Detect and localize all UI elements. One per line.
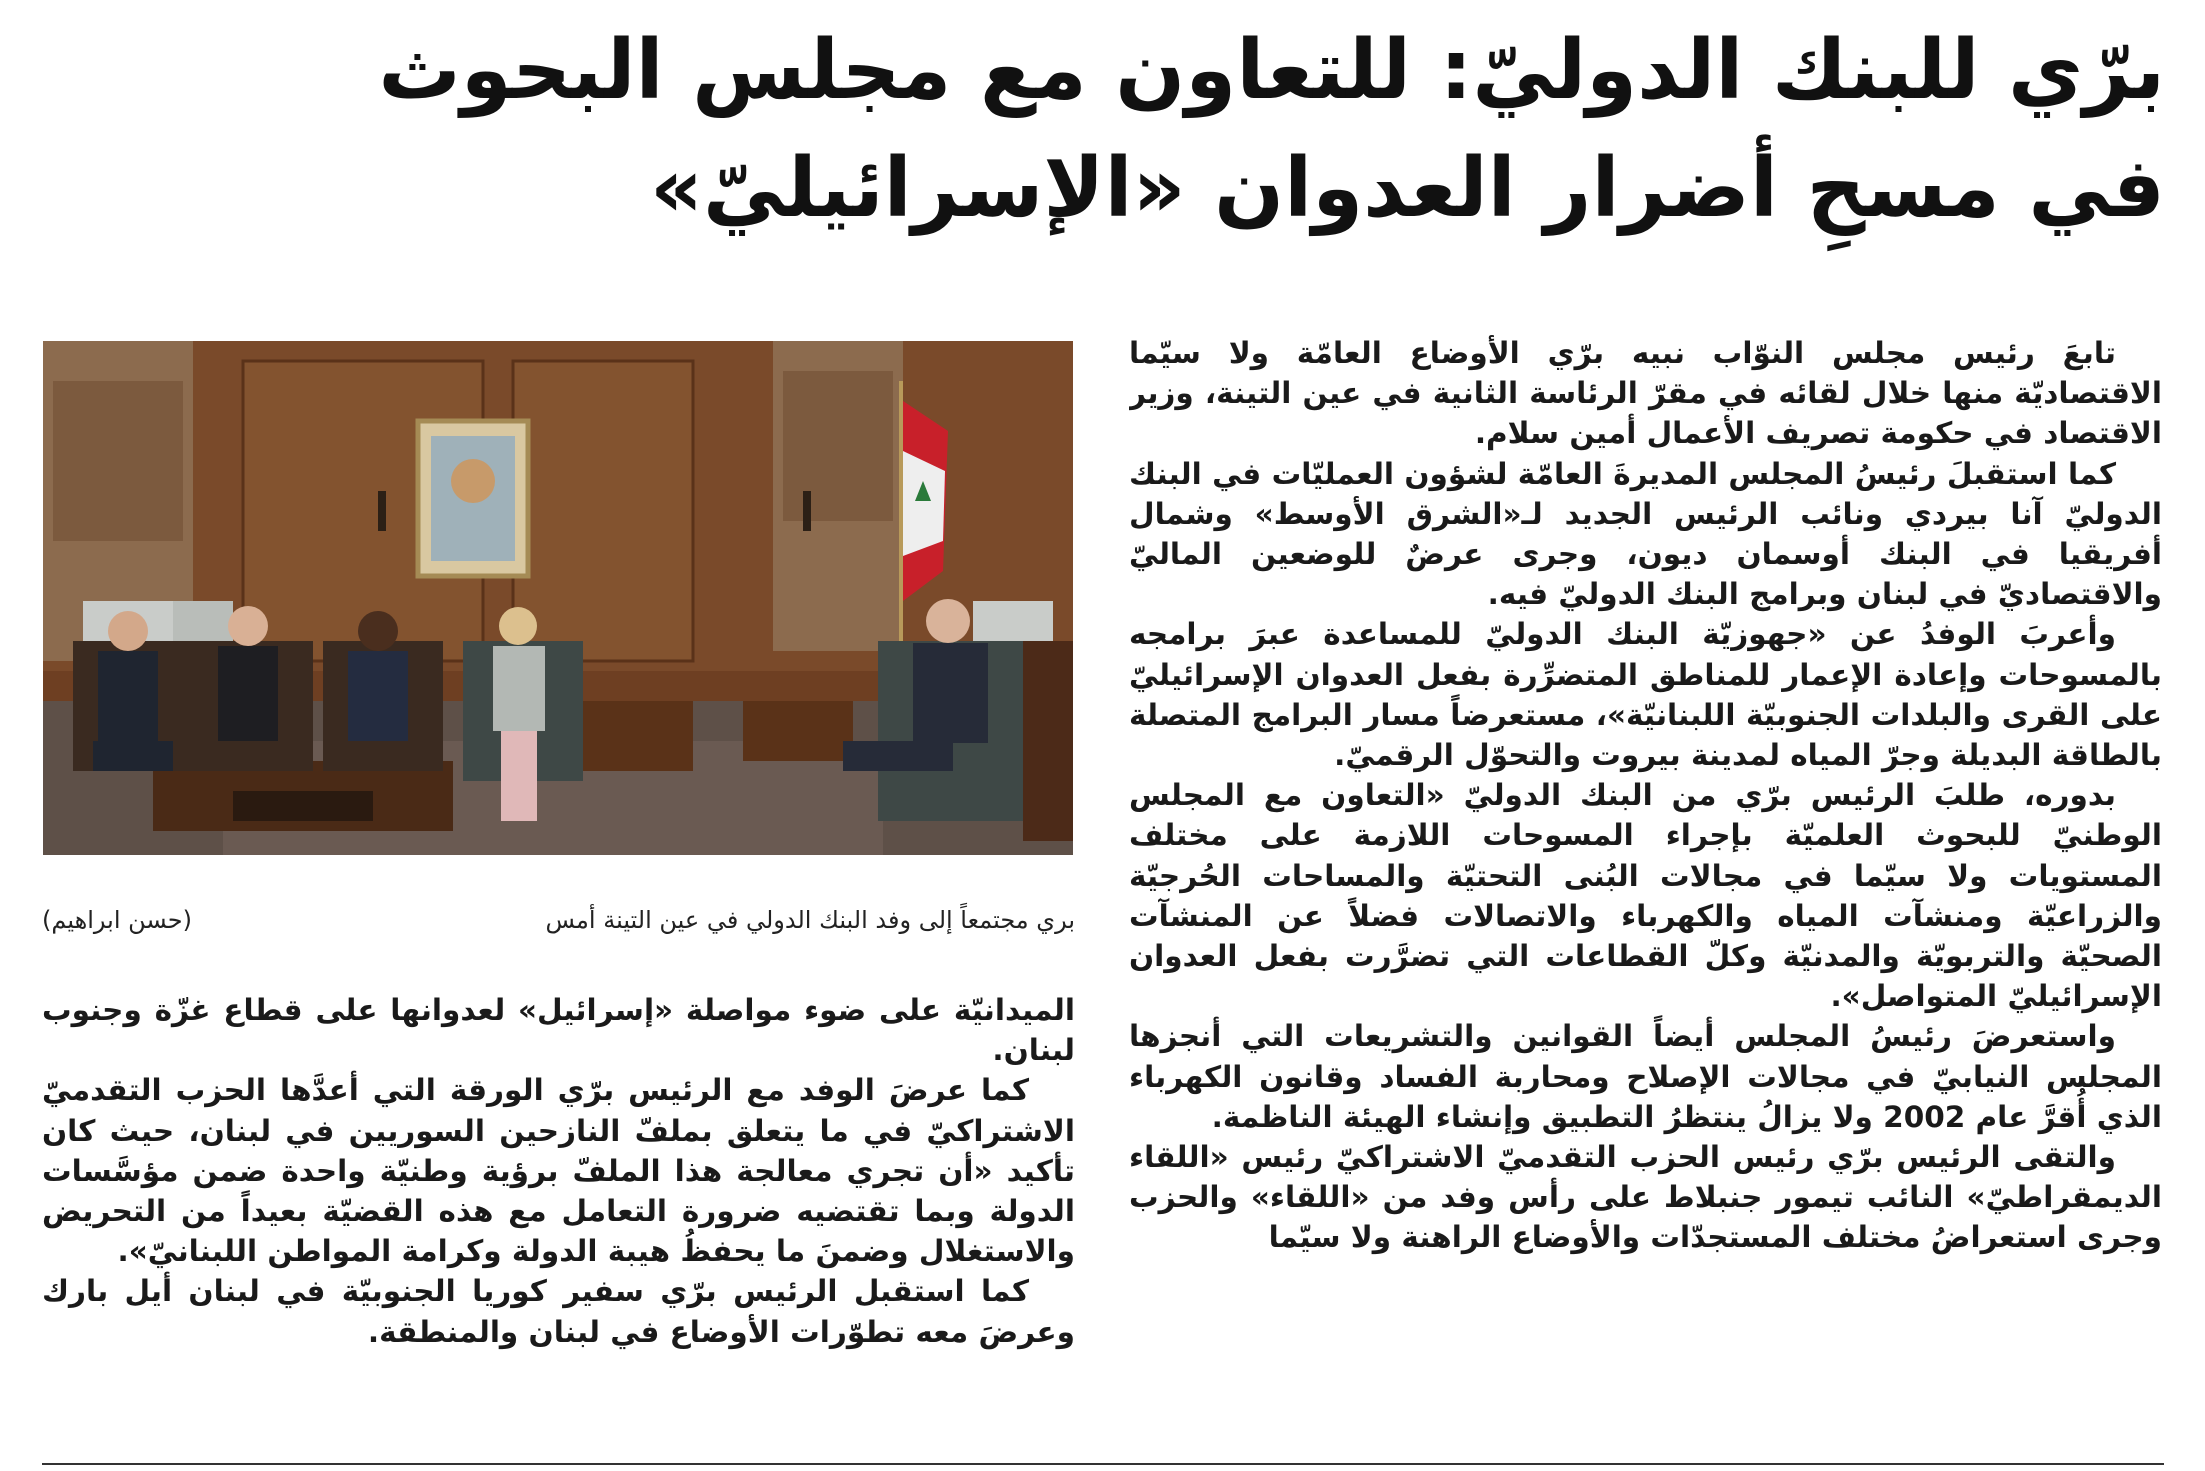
paragraph: كما استقبلَ رئيسُ المجلس المديرةَ العامّة لشؤون العمليّات في البنك الدوليّ آنا بيردي ونائب الرئيس الجديد لـ«الشرق الأوسط» وشمال أفريقيا في البنك أوسمان ديون، وجرى عرضٌ للوضعين الماليّ والاقتصاديّ في لبنان وبرامج البنك الدوليّ فيه.	[1129, 456, 2162, 612]
article-column-right	[1129, 333, 2162, 1423]
headline-line-2: في مسحِ أضرار العدوان «الإسرائيليّ»	[650, 141, 2165, 236]
bottom-divider	[42, 1463, 2164, 1465]
paragraph: وأعربَ الوفدُ عن «جهوزيّة البنك الدوليّ للمساعدة عبرَ برامجه بالمسوحات وإعادة الإعمار للمناطق المتضرِّرة بفعل العدوان الإسرائيليّ على القرى والبلدات الجنوبيّة اللبنانيّة»، مستعرضاً مسار البرامج المتصلة بالطاقة البديلة وجرّ المياه لمدينة بيروت والتحوّل الرقميّ.	[1129, 617, 2162, 773]
headline-line-1: برّي للبنك الدوليّ: للتعاون مع مجلس البحوث	[378, 23, 2165, 118]
meeting-photo	[43, 341, 1073, 855]
photo-caption	[42, 898, 1075, 942]
caption-text: بري مجتمعاً إلى وفد البنك الدولي في عين التينة أمس	[545, 906, 1075, 934]
paragraph: والتقى الرئيس برّي رئيس الحزب التقدميّ الاشتراكيّ رئيس «اللقاء الديمقراطيّ» النائب تيمور جنبلاط على رأس وفد من «اللقاء» والحزب وجرى استعراضُ مختلف المستجدّات والأوضاع الراهنة ولا سيّما	[1129, 1140, 2162, 1255]
paragraph: واستعرضَ رئيسُ المجلس أيضاً القوانين والتشريعات التي أنجزها المجلس النيابيّ في مجالات الإصلاح ومحاربة الفساد وقانون الكهرباء الذي أُقرَّ عام 2002 ولا يزالُ ينتظرُ التطبيق وإنشاء الهيئة الناظمة.	[1129, 1019, 2162, 1134]
paragraph: كما استقبل الرئيس برّي سفير كوريا الجنوبيّة في لبنان أيل بارك وعرضَ معه تطوّرات الأوضاع في لبنان والمنطقة.	[42, 1274, 1075, 1349]
article-headline	[25, 12, 2165, 248]
paragraph: كما عرضَ الوفد مع الرئيس برّي الورقة التي أعدَّها الحزب التقدميّ الاشتراكيّ في ما يتعلق بملفّ النازحين السوريين في لبنان، حيث كان تأكيد «أن تجري معالجة هذا الملفّ برؤية وطنيّة واحدة ضمن مؤسَّسات الدولة وبما تقتضيه ضرورة التعامل مع هذه القضيّة بعيداً من التحريض والاستغلال وضمنَ ما يحفظُ هيبة الدولة وكرامة المواطن اللبنانيّ».	[42, 1073, 1075, 1269]
article-column-left	[42, 990, 1075, 1430]
meeting-photo-illustration	[43, 341, 1073, 855]
photo-credit: (حسن ابراهيم)	[42, 906, 192, 934]
paragraph: بدوره، طلبَ الرئيس برّي من البنك الدوليّ «التعاون مع المجلس الوطنيّ للبحوث العلميّة بإجراء المسوحات اللازمة على مختلف المستويات ولا سيّما في مجالات البُنى التحتيّة والمساحات الحُرجيّة والزراعيّة ومنشآت المياه والكهرباء والاتصالات فضلاً عن المنشآت الصحيّة والتربويّة والمدنيّة وكلّ القطاعات التي تضرَّرت بفعل العدوان الإسرائيليّ المتواصل».	[1129, 778, 2162, 1014]
paragraph: تابعَ رئيس مجلس النوّاب نبيه برّي الأوضاع العامّة ولا سيّما الاقتصاديّة منها خلال لقائه في مقرّ الرئاسة الثانية في عين التينة، وزير الاقتصاد في حكومة تصريف الأعمال أمين سلام.	[1129, 336, 2162, 451]
paragraph: الميدانيّة على ضوء مواصلة «إسرائيل» لعدوانها على قطاع غزّة وجنوب لبنان.	[42, 993, 1075, 1068]
